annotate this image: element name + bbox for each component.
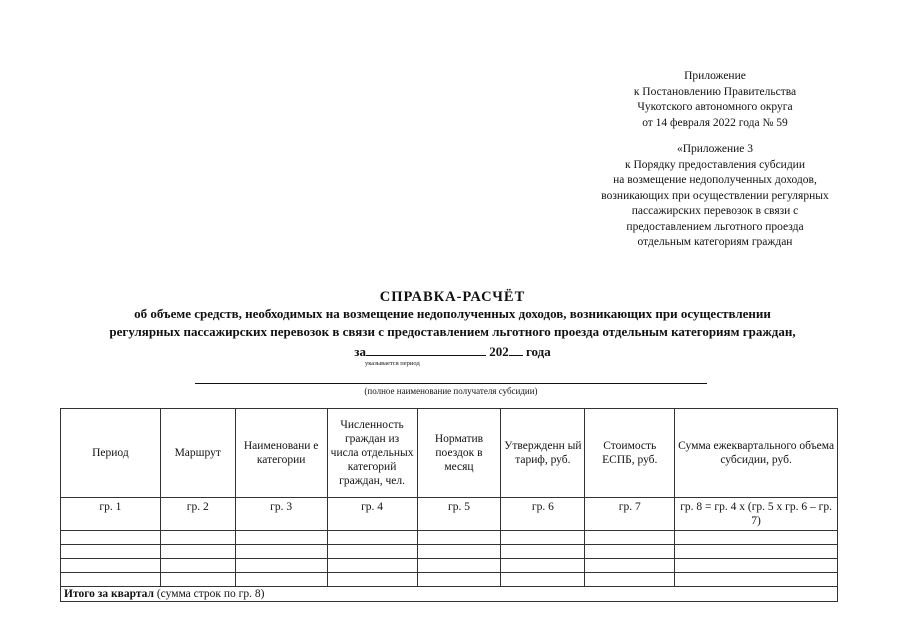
header-trip-norm: Норматив поездок в месяц xyxy=(417,409,501,498)
column-number: гр. 7 xyxy=(585,498,675,531)
appendix-main-line: от 14 февраля 2022 года № 59 xyxy=(642,116,788,129)
appendix-main-line: Чукотского автономного округа xyxy=(637,101,793,113)
appendix-main-line: Приложение xyxy=(684,70,746,82)
column-number: гр. 4 xyxy=(327,498,417,531)
calculation-table xyxy=(60,408,838,602)
period-suffix: года xyxy=(525,344,551,359)
document-title: СПРАВКА-РАСЧЁТ xyxy=(379,289,526,305)
table-cell xyxy=(235,531,327,545)
header-subsidy-sum: Сумма ежеквартального объема субсидии, руб. xyxy=(675,409,838,498)
table-row xyxy=(61,559,838,573)
table-cell xyxy=(61,545,161,559)
table-cell xyxy=(61,573,161,587)
table-cell xyxy=(61,559,161,573)
header-espb-cost: Стоимость ЕСПБ, руб. xyxy=(585,409,675,498)
appendix-3-line: отдельным категориям граждан xyxy=(637,236,793,248)
total-cell xyxy=(61,587,838,602)
header-route: Маршрут xyxy=(160,409,235,498)
table-cell xyxy=(327,531,417,545)
column-number: гр. 8 = гр. 4 x (гр. 5 x гр. 6 – гр. 7) xyxy=(675,498,838,531)
table-cell xyxy=(160,531,235,545)
table-cell xyxy=(417,559,501,573)
period-blank xyxy=(366,343,486,356)
table-cell xyxy=(585,559,675,573)
period-hint: указывается период xyxy=(365,360,420,367)
table-header-row xyxy=(61,409,838,498)
table-row xyxy=(61,573,838,587)
column-number: гр. 1 xyxy=(61,498,161,531)
table-cell xyxy=(235,545,327,559)
total-note: (сумма строк по гр. 8) xyxy=(156,588,265,600)
header-period: Период xyxy=(61,409,161,498)
period-year-blank xyxy=(509,343,523,356)
header-category: Наименовани е категории xyxy=(235,409,327,498)
appendix-main-line: к Постановлению Правительства xyxy=(633,85,797,98)
table-cell xyxy=(501,559,585,573)
table-cell xyxy=(327,545,417,559)
table-cell xyxy=(327,573,417,587)
appendix-3-line: на возмещение недополученных доходов, xyxy=(613,174,817,186)
table-cell xyxy=(160,573,235,587)
table-cell xyxy=(585,531,675,545)
appendix-3-line: к Порядку предоставления субсидии xyxy=(625,158,805,171)
table-row xyxy=(61,531,838,545)
total-label: Итого за квартал xyxy=(64,588,154,600)
table-cell xyxy=(61,531,161,545)
column-number: гр. 6 xyxy=(501,498,585,531)
appendix-3-line: пассажирских перевозок в связи с xyxy=(631,205,799,217)
table-cell xyxy=(160,545,235,559)
header-citizens-count: Численность граждан из числа отдельных категорий граждан, чел. xyxy=(327,409,417,498)
table-cell xyxy=(585,573,675,587)
table-cell xyxy=(235,559,327,573)
column-number-row xyxy=(61,498,838,531)
column-number: гр. 5 xyxy=(417,498,501,531)
table-cell xyxy=(675,573,838,587)
table-cell xyxy=(501,545,585,559)
recipient-line xyxy=(195,383,707,384)
table-cell xyxy=(417,531,501,545)
appendix-3-line: возникающих при осуществлении регулярных xyxy=(601,189,829,202)
table-cell xyxy=(235,573,327,587)
table-cell xyxy=(327,559,417,573)
table-cell xyxy=(675,531,838,545)
period-prefix: за xyxy=(354,344,366,359)
table-cell xyxy=(417,573,501,587)
appendix-3-line: предоставлением льготного проезда xyxy=(626,220,804,233)
table-cell xyxy=(501,531,585,545)
appendix-3-line: «Приложение 3 xyxy=(676,143,754,155)
table-cell xyxy=(160,559,235,573)
column-number: гр. 3 xyxy=(235,498,327,531)
table-row xyxy=(61,545,838,559)
column-number: гр. 2 xyxy=(160,498,235,531)
appendix-main-block xyxy=(600,69,830,131)
table-cell xyxy=(585,545,675,559)
period-line xyxy=(0,343,905,360)
recipient-hint: (полное наименование получателя субсидии) xyxy=(364,386,538,396)
table-cell xyxy=(501,573,585,587)
document-subtitle-line-2: регулярных пассажирских перевозок в связи с предоставлением льготного проезда отдельным категориям граждан, xyxy=(109,324,796,339)
appendix-3-block xyxy=(570,142,860,251)
document-subtitle-line-1: об объеме средств, необходимых на возмещение недополученных доходов, возникающих при осуществлении xyxy=(134,306,771,321)
table-cell xyxy=(675,559,838,573)
table-cell xyxy=(675,545,838,559)
period-year: 202 xyxy=(489,344,509,359)
header-tariff: Утвержденн ый тариф, руб. xyxy=(501,409,585,498)
table-cell xyxy=(417,545,501,559)
total-row xyxy=(61,587,838,602)
